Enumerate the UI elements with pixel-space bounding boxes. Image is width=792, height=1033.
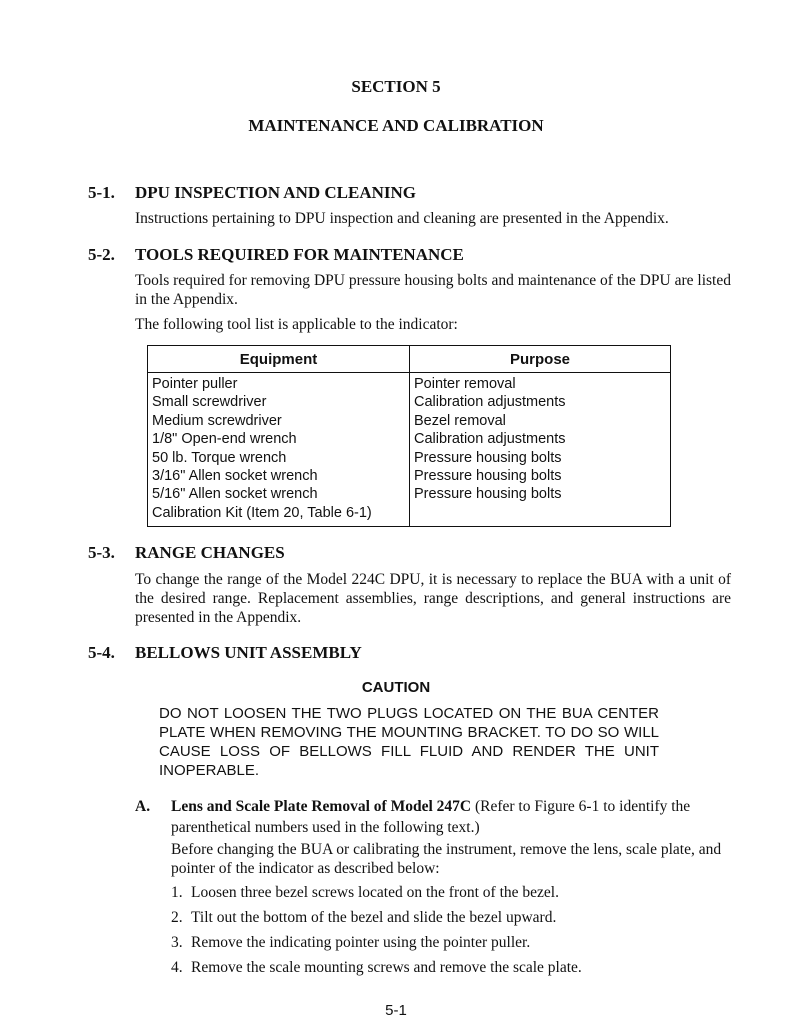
step-item bbox=[171, 934, 530, 952]
purpose-item: Calibration adjustments bbox=[414, 394, 566, 411]
step-number: 3. bbox=[171, 934, 183, 951]
purpose-item: Pressure housing bolts bbox=[414, 468, 562, 485]
heading-title: TOOLS REQUIRED FOR MAINTENANCE bbox=[135, 245, 464, 264]
column-header-purpose: Purpose bbox=[410, 346, 671, 373]
paragraph-5-3: To change the range of the Model 224C DPU, it is necessary to replace the BUA with a unit of the desired range. Replacement assemblies, range descriptions, and general instructions are presented in the Appendix. bbox=[135, 571, 731, 626]
purpose-item: Pressure housing bolts bbox=[414, 449, 562, 466]
heading-number: 5-2. bbox=[88, 245, 115, 264]
tool-list-table bbox=[147, 345, 671, 527]
column-header-equipment: Equipment bbox=[148, 346, 410, 373]
subsection-letter: A. bbox=[135, 798, 151, 815]
heading-5-1 bbox=[88, 183, 416, 203]
heading-title: RANGE CHANGES bbox=[135, 543, 285, 562]
step-item bbox=[171, 909, 556, 927]
section-subtitle: MAINTENANCE AND CALIBRATION bbox=[248, 116, 544, 135]
page-number: 5-1 bbox=[385, 1002, 407, 1019]
purpose-item: Bezel removal bbox=[414, 412, 506, 429]
equipment-item: Pointer puller bbox=[152, 376, 238, 392]
heading-5-2 bbox=[88, 245, 464, 265]
subsection-heading-body bbox=[171, 796, 735, 838]
heading-title: DPU INSPECTION AND CLEANING bbox=[135, 183, 417, 202]
table-header-row bbox=[148, 346, 671, 373]
table-row bbox=[148, 373, 671, 527]
paragraph-5-2-tools: Tools required for removing DPU pressure housing bolts and maintenance of the DPU are listed in the Appendix. bbox=[135, 272, 731, 308]
step-text: Remove the scale mounting screws and remove the scale plate. bbox=[191, 959, 582, 976]
step-number: 4. bbox=[171, 959, 183, 976]
subsection-title-note: (Refer to Figure 6-1 to identify the parenthetical numbers used in the following text.) bbox=[171, 798, 691, 836]
heading-number: 5-4. bbox=[88, 643, 115, 662]
step-text: Remove the indicating pointer using the pointer puller. bbox=[191, 934, 531, 951]
purpose-item: Pressure housing bolts bbox=[414, 486, 562, 503]
heading-number: 5-1. bbox=[88, 183, 115, 202]
heading-title: BELLOWS UNIT ASSEMBLY bbox=[135, 643, 362, 662]
subsection-title: Lens and Scale Plate Removal of Model 247C bbox=[171, 798, 472, 815]
subsection-a-heading bbox=[135, 796, 735, 838]
heading-5-3 bbox=[88, 543, 285, 563]
heading-number: 5-3. bbox=[88, 543, 115, 562]
paragraph-5-2-list-intro: The following tool list is applicable to the indicator: bbox=[135, 316, 458, 333]
step-item bbox=[171, 884, 559, 902]
equipment-item: Medium screwdriver bbox=[152, 412, 282, 429]
equipment-item: Calibration Kit (Item 20, Table 6-1) bbox=[152, 504, 372, 521]
subsection-a-intro: Before changing the BUA or calibrating the instrument, remove the lens, scale plate, and pointer of the indicator as described below: bbox=[171, 841, 722, 877]
section-title: SECTION 5 bbox=[351, 77, 441, 96]
equipment-item: 3/16" Allen socket wrench bbox=[152, 468, 318, 485]
caution-title: CAUTION bbox=[361, 679, 431, 696]
heading-5-4 bbox=[88, 643, 362, 663]
purpose-item: Calibration adjustments bbox=[414, 431, 566, 448]
equipment-item: Small screwdriver bbox=[152, 394, 267, 411]
purpose-item: Pointer removal bbox=[414, 376, 516, 392]
caution-text: DO NOT LOOSEN THE TWO PLUGS LOCATED ON THE BUA CENTER PLATE WHEN REMOVING THE MOUNTING BRACKET. TO DO SO WILL CAUSE LOSS OF BELLOWS FILL FLUID AND RENDER THE UNIT INOPERABLE. bbox=[159, 705, 659, 779]
equipment-item: 50 lb. Torque wrench bbox=[152, 449, 287, 466]
equipment-item: 5/16" Allen socket wrench bbox=[152, 486, 318, 503]
step-number: 1. bbox=[171, 884, 183, 901]
purpose-cell bbox=[410, 373, 671, 527]
equipment-item: 1/8" Open-end wrench bbox=[152, 431, 297, 448]
step-text: Tilt out the bottom of the bezel and slide the bezel upward. bbox=[191, 909, 557, 926]
step-item bbox=[171, 959, 582, 977]
step-number: 2. bbox=[171, 909, 183, 926]
equipment-cell bbox=[148, 373, 410, 527]
paragraph-5-1: Instructions pertaining to DPU inspection and cleaning are presented in the Appendix. bbox=[135, 210, 669, 227]
step-text: Loosen three bezel screws located on the front of the bezel. bbox=[191, 884, 559, 901]
